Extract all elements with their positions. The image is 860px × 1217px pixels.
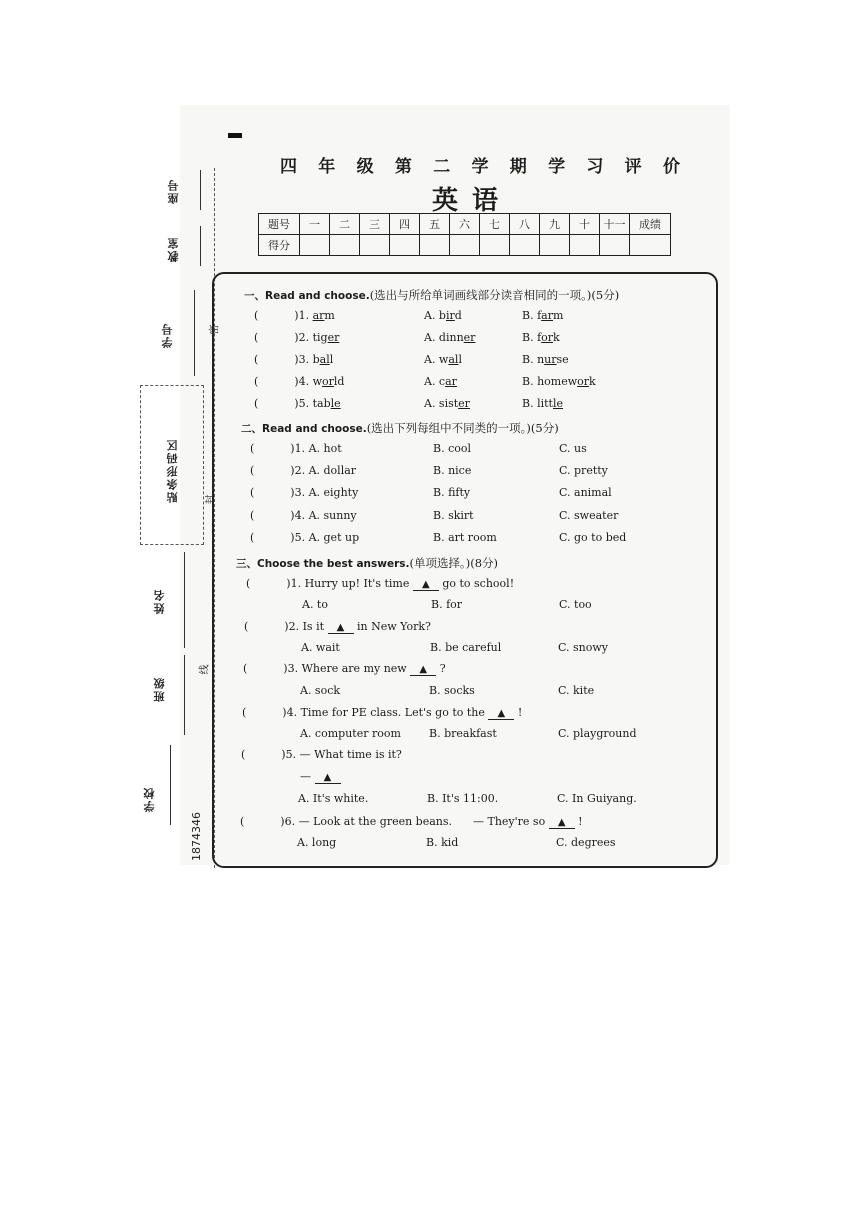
answer-paren[interactable]: ( — [244, 620, 249, 633]
name-line-2 — [200, 226, 201, 266]
subject-title: 英语 — [432, 186, 513, 216]
blank-marker: ▲ — [488, 708, 514, 720]
label-school: 学校 — [143, 786, 156, 812]
score-cell[interactable] — [450, 235, 480, 256]
score-header-cell: 三 — [360, 214, 390, 235]
score-header-cell: 八 — [510, 214, 540, 235]
score-header-cell: 九 — [540, 214, 570, 235]
answer-paren[interactable]: ( — [240, 815, 245, 828]
s3-q5-reply: — ▲ — [300, 770, 341, 784]
blank-marker: ▲ — [410, 664, 436, 676]
s1-q4-option-b: B. homework — [522, 375, 596, 388]
title-char: 级 — [356, 157, 374, 177]
answer-paren[interactable]: ( — [254, 353, 259, 366]
serial-number: 1874346 — [190, 812, 203, 861]
score-row-label: 得分 — [259, 235, 300, 256]
s1-q3-option-b: B. nurse — [522, 353, 569, 366]
blank-marker: ▲ — [315, 772, 341, 784]
s1-q4: ( )4. world — [254, 375, 345, 388]
s1-q1-option-a: A. bird — [424, 309, 462, 322]
s3-q5-option-c: C. In Guiyang. — [557, 792, 637, 805]
section-1-heading — [244, 287, 619, 303]
s2-q1-option-c: C. us — [559, 442, 587, 455]
seal-char-xian: 线 — [199, 664, 211, 675]
s1-q5: ( )5. table — [254, 397, 341, 410]
score-table — [258, 213, 671, 256]
blank-marker: ▲ — [549, 817, 575, 829]
score-cell[interactable] — [330, 235, 360, 256]
s3-q1-option-a: A. to — [302, 598, 328, 611]
s3-q6: ( )6. — Look at the green beans. — They're so ▲ ! — [240, 815, 583, 828]
seal-char-feng: 封 — [205, 494, 217, 505]
answer-paren[interactable]: ( — [250, 464, 255, 477]
s3-q6-option-c: C. degrees — [556, 836, 616, 849]
s1-q2-option-a: A. dinner — [424, 331, 476, 344]
score-cell[interactable] — [360, 235, 390, 256]
corner-mark — [228, 133, 242, 138]
section-3-heading — [236, 555, 498, 571]
answer-paren[interactable]: ( — [246, 577, 251, 590]
score-header-cell: 成绩 — [630, 214, 671, 235]
score-header-row — [259, 214, 671, 235]
s2-q3-option-b: B. fifty — [433, 486, 471, 499]
label-student-id: 学号 — [161, 322, 174, 348]
score-header-cell: 题号 — [259, 214, 300, 235]
title-char: 评 — [624, 157, 642, 177]
s2-q2-option-c: C. pretty — [559, 464, 608, 477]
s3-q3-option-a: A. sock — [300, 684, 341, 697]
s2-q1: ( )1. A. hot — [250, 442, 342, 455]
section-3-heading-en: 三、Choose the best answers. — [236, 558, 410, 570]
section-2-heading-en: 二、Read and choose. — [241, 423, 367, 435]
s3-q4-option-b: B. breakfast — [429, 727, 497, 740]
s1-q3: ( )3. ball — [254, 353, 334, 366]
answer-paren[interactable]: ( — [241, 748, 246, 761]
s1-q2-option-b: B. fork — [522, 331, 560, 344]
answer-paren[interactable]: ( — [250, 442, 255, 455]
label-classroom: 教室 — [167, 236, 180, 262]
score-cell[interactable] — [540, 235, 570, 256]
score-cell[interactable] — [510, 235, 540, 256]
s2-q1-option-b: B. cool — [433, 442, 472, 455]
s3-q2-option-c: C. snowy — [558, 641, 608, 654]
s1-q3-option-a: A. wall — [424, 353, 462, 366]
name-line-6 — [170, 745, 171, 825]
title-char: 第 — [394, 157, 412, 177]
s1-q4-option-a: A. car — [424, 375, 457, 388]
title-char: 年 — [318, 157, 336, 177]
s3-q5-option-b: B. It's 11:00. — [427, 792, 499, 805]
name-line-5 — [184, 655, 185, 735]
answer-paren[interactable]: ( — [242, 706, 247, 719]
score-header-cell: 十一 — [600, 214, 630, 235]
s1-q1-option-b: B. farm — [522, 309, 564, 322]
s1-q1: ( )1. arm — [254, 309, 335, 322]
title-char: 学 — [548, 157, 566, 177]
label-name: 姓名 — [153, 588, 166, 614]
answer-paren[interactable]: ( — [250, 486, 255, 499]
label-seat-number: 座号 — [167, 178, 180, 204]
score-cell[interactable] — [390, 235, 420, 256]
title-char: 期 — [509, 157, 527, 177]
label-class: 班级 — [153, 676, 166, 702]
s3-q3-option-b: B. socks — [429, 684, 475, 697]
s2-q4-option-c: C. sweater — [559, 509, 619, 522]
s2-q2: ( )2. A. dollar — [250, 464, 357, 477]
score-header-cell: 十 — [570, 214, 600, 235]
blank-marker: ▲ — [413, 579, 439, 591]
score-header-cell: 七 — [480, 214, 510, 235]
answer-paren[interactable]: ( — [250, 509, 255, 522]
s2-q5: ( )5. A. get up — [250, 531, 360, 544]
s3-q1-option-b: B. for — [431, 598, 463, 611]
score-cell[interactable] — [300, 235, 330, 256]
score-cell[interactable] — [600, 235, 630, 256]
exam-title — [280, 152, 680, 177]
answer-paren[interactable]: ( — [254, 375, 259, 388]
s3-q5: ( )5. — What time is it? — [241, 748, 402, 761]
s3-q1-option-c: C. too — [559, 598, 592, 611]
score-cell[interactable] — [420, 235, 450, 256]
s3-q2-option-b: B. be careful — [430, 641, 502, 654]
s1-q5-option-a: A. sister — [424, 397, 470, 410]
s2-q5-option-c: C. go to bed — [559, 531, 627, 544]
answer-paren[interactable]: ( — [243, 662, 248, 675]
section-1-heading-en: 一、Read and choose. — [244, 290, 370, 302]
title-char: 二 — [433, 157, 451, 177]
s3-q3: ( )3. Where are my new ▲ ? — [243, 662, 446, 675]
score-header-cell: 二 — [330, 214, 360, 235]
s3-q4-option-c: C. playground — [558, 727, 637, 740]
score-cell[interactable] — [570, 235, 600, 256]
title-char: 学 — [471, 157, 489, 177]
s3-q6-option-a: A. long — [297, 836, 337, 849]
s2-q4-option-b: B. skirt — [433, 509, 474, 522]
s3-q5-option-a: A. It's white. — [298, 792, 369, 805]
section-3-heading-zh: (单项选择。)(8分) — [409, 556, 499, 570]
s3-q2-option-a: A. wait — [301, 641, 340, 654]
answer-paren[interactable]: ( — [254, 309, 259, 322]
title-char: 习 — [586, 157, 604, 177]
name-line-1 — [200, 170, 201, 210]
s2-q2-option-b: B. nice — [433, 464, 472, 477]
name-line-4 — [184, 552, 185, 648]
title-char: 四 — [280, 157, 297, 177]
s1-q5-option-b: B. little — [522, 397, 563, 410]
score-header-cell: 一 — [300, 214, 330, 235]
s2-q3: ( )3. A. eighty — [250, 486, 359, 499]
score-value-row — [259, 235, 671, 256]
s2-q4: ( )4. A. sunny — [250, 509, 357, 522]
section-2-heading-zh: (选出下列每组中不同类的一项。)(5分) — [366, 421, 559, 435]
barcode-box — [140, 385, 204, 545]
s2-q3-option-c: C. animal — [559, 486, 612, 499]
s3-q4: ( )4. Time for PE class. Let's go to the ▲ ! — [242, 706, 523, 719]
s3-q1: ( )1. Hurry up! It's time ▲ go to school! — [246, 577, 515, 590]
s1-q2: ( )2. tiger — [254, 331, 340, 344]
score-cell[interactable] — [480, 235, 510, 256]
answer-paren[interactable]: ( — [254, 397, 259, 410]
s2-q5-option-b: B. art room — [433, 531, 497, 544]
score-header-cell: 五 — [420, 214, 450, 235]
label-barcode-area: 贴条形码区 — [166, 438, 179, 503]
score-cell[interactable] — [630, 235, 671, 256]
s3-q4-option-a: A. computer room — [300, 727, 401, 740]
seal-char-mi: 密 — [209, 324, 221, 335]
answer-paren[interactable]: ( — [254, 331, 259, 344]
score-header-cell: 四 — [390, 214, 420, 235]
section-2-heading — [241, 420, 559, 436]
s3-q6-option-b: B. kid — [426, 836, 459, 849]
name-line-3 — [194, 290, 195, 376]
s3-q2: ( )2. Is it ▲ in New York? — [244, 620, 431, 633]
score-header-cell: 六 — [450, 214, 480, 235]
answer-paren[interactable]: ( — [250, 531, 255, 544]
title-char: 价 — [662, 157, 680, 177]
blank-marker: ▲ — [328, 622, 354, 634]
s3-q3-option-c: C. kite — [558, 684, 595, 697]
section-1-heading-zh: (选出与所给单词画线部分读音相同的一项。)(5分) — [369, 288, 620, 302]
